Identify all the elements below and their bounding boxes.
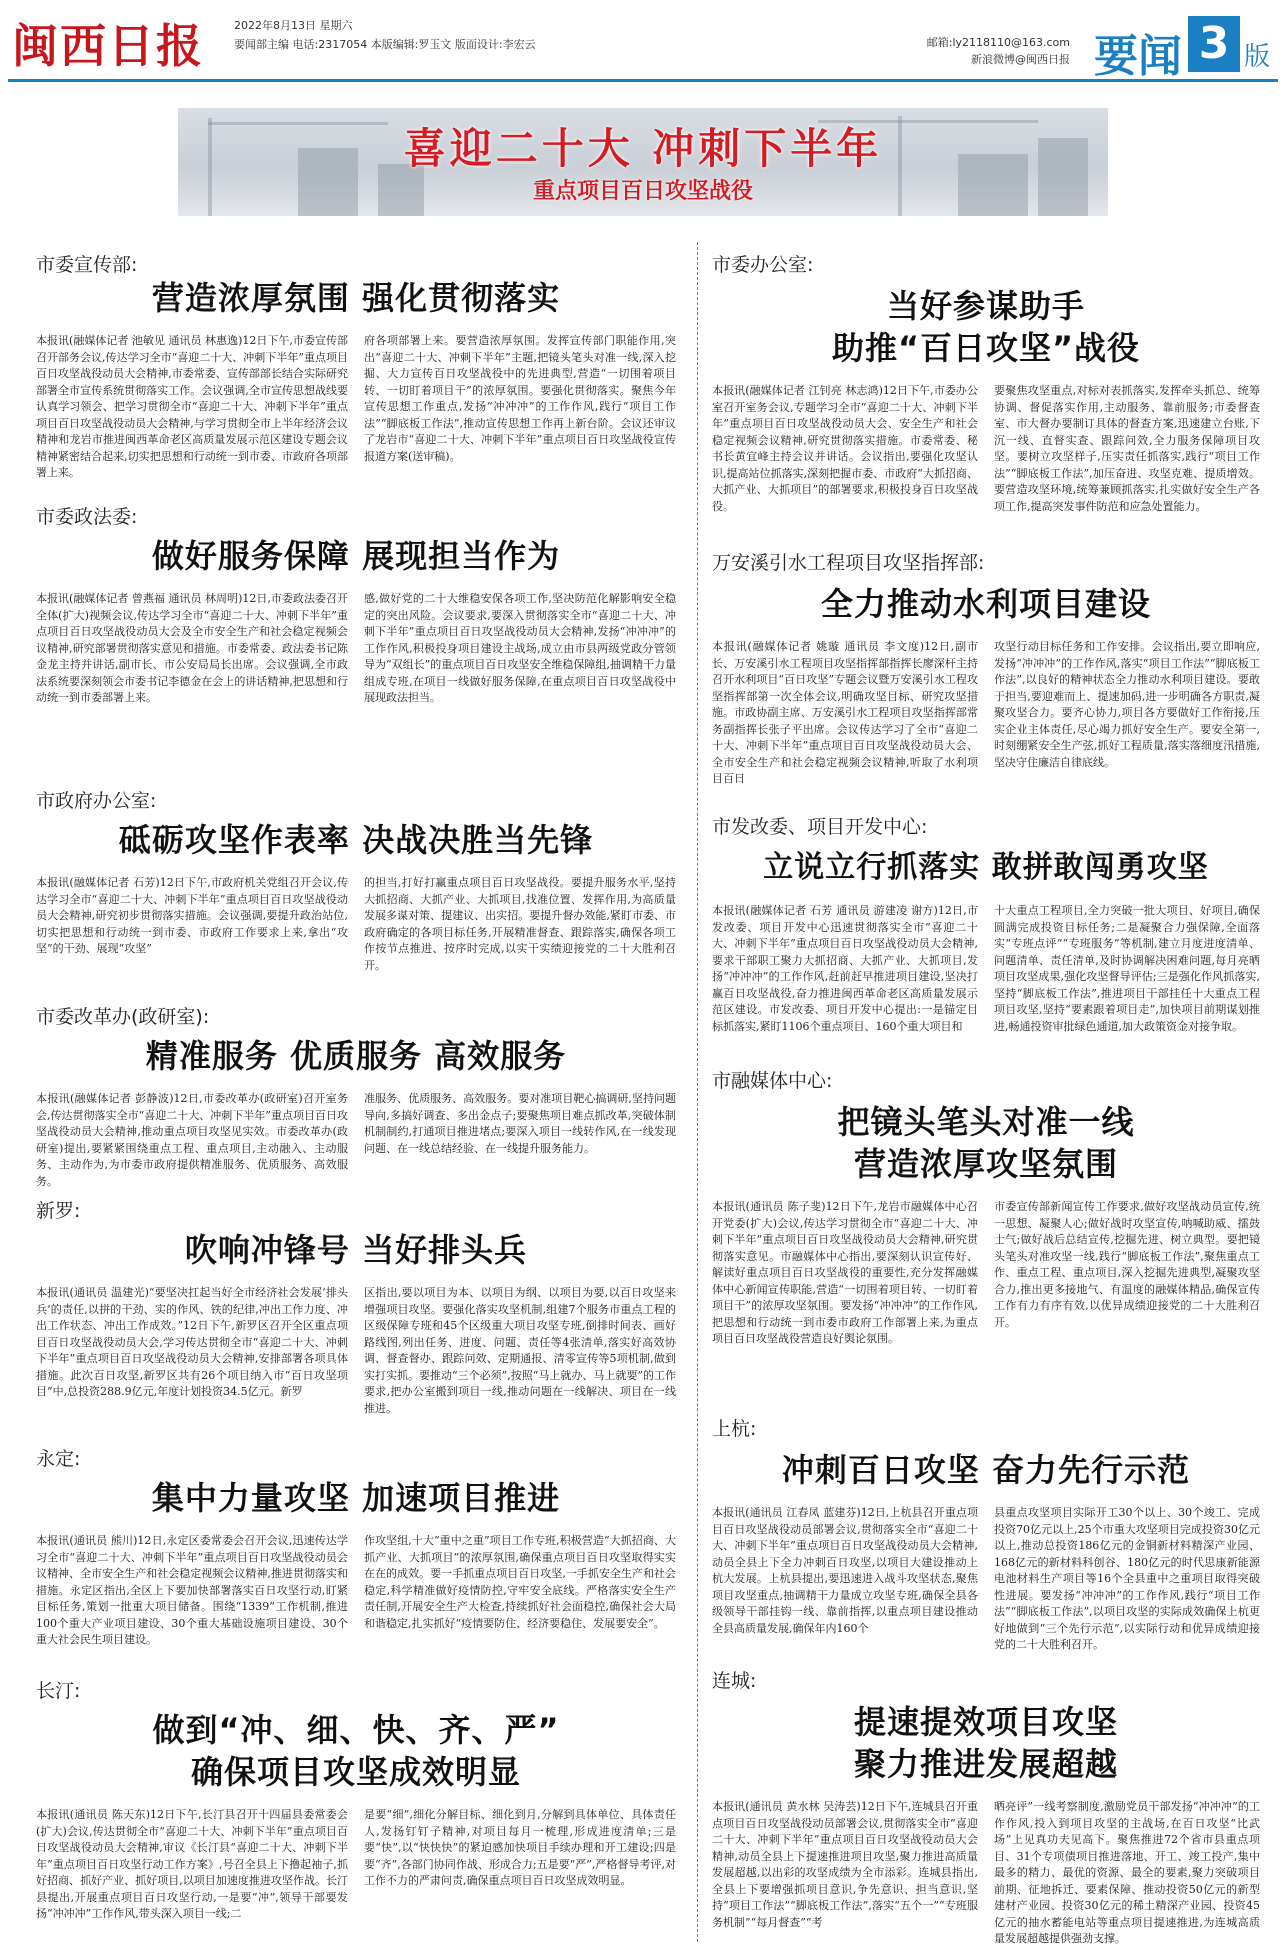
article [36, 250, 676, 479]
article-department: 上杭: [712, 1418, 757, 1440]
article-body [712, 903, 1260, 1068]
contact-weibo: 新浪微博@闽西日报 [971, 53, 1070, 66]
article-headline: 把镜头笔头对准一线 营造浓厚攻坚氛围 [837, 1103, 1135, 1183]
article [712, 250, 1260, 520]
article-headline: 集中力量攻坚 加速项目推进 [151, 1479, 561, 1517]
newspaper-logo: 闽西日报 [12, 19, 204, 73]
article-body [712, 1505, 1260, 1653]
article-department: 连城: [712, 1670, 757, 1692]
article-body-column: 本报讯(通讯员 江春凤 蓝建芬)12日,上杭县召开重点项目百日攻坚战役动员部署会议,贯彻落实全市“喜迎二十大、冲刺下半年”重点项目百日攻坚战役动员大会精神,动员全县上下全力冲刺百日攻坚,以项目大建设推动上杭大发展。上杭县提出,要迅速进入战斗攻坚状态,聚焦项目攻坚重点,抽调精干力量成立攻坚专班,确保全县各级领导干部挂钩一线、靠前指挥,以重点项目建设推动全县高质量发展,确保年内160个 [712, 1506, 978, 1635]
article-body [712, 1799, 1260, 1947]
article-body [36, 1285, 676, 1433]
banner-title: 喜迎二十大 冲刺下半年 [403, 124, 883, 173]
article [36, 502, 676, 752]
article-body-column: 区指出,要以项目为本、以项目为纲、以项目为要,以百日攻坚来增强项目攻坚。要强化落实攻坚机制,组建7个服务市重点工程的区级保障专班和45个区级重大项目攻坚专班,倒排时间表、画好路线图,列出任务、进度、问题、责任等4张清单,落实好高效协调、督查督办、跟踪问效、定期通报、清零宣传等5项机制,做到实打实抓。要推动“三个必须”,按照“马上就办、马上就要”的工作要求,把办公室搬到项目一线,推动问题在一线解决、项目在一线推进。 [364, 1286, 676, 1415]
article-body-column: 府各项部署上来。要营造浓厚氛围。发挥宣传部门职能作用,突出“喜迎二十大、冲刺下半年”主题,把镜头笔头对准一线,深入挖掘、大力宣传百日攻坚战役中的先进典型,营造“一切围着项目转、一切盯着项目干”的浓厚氛围。要强化贯彻落实。聚焦今年宣传思想工作重点,发扬“冲冲冲”的工作作风,践行“项目工作法”“脚底板工作法”,推动宣传思想工作再上新台阶。会议还审议了龙岩市“喜迎二十大、冲刺下半年”重点项目百日攻坚战役宣传报道方案(送审稿)。 [364, 334, 676, 463]
article-body-column: 十大重点工程项目,全力突破一批大项目、好项目,确保圆满完成投资目标任务;二是凝聚合力强保障,全面落实“专班点评”“专班服务”等机制,建立月度进度清单、问题清单、责任清单,及时协调解决困难问题,每月亮晒项目攻坚成果,强化攻坚督导评估;三是强化作风抓落实,坚持“脚底板工作法”,推进项目干部挂任十大重点工程项目攻坚,坚持“要素跟着项目走”,加快项目前期谋划推进,畅通投资审批绿色通道,加大政策资金对接争取。 [994, 904, 1260, 1033]
article [712, 1414, 1260, 1650]
article-body-column: 本报讯(通讯员 熊川)12日,永定区委常委会召开会议,迅速传达学习全市“喜迎二十大、冲刺下半年”重点项目百日攻坚战役动员会议精神、全市安全生产和社会稳定视频会议精神,推进贯彻落实和措施。永定区指出,全区上下要加快部署落实百日攻坚行动,盯紧目标任务,策划一批重大项目储备。围绕“1339”工作机制,推进100个重大产业项目建设、30个重大基础设施项目建设、30个重大社会民生项目建设。 [36, 1534, 348, 1646]
article-department: 市委改革办(政研室): [36, 1006, 210, 1028]
issue-date: 2022年8月13日 星期六 [234, 19, 353, 32]
article-body-column: 作攻坚组,十大“重中之重”项目工作专班,积极营造“大抓招商、大抓产业、大抓项目”的浓厚氛围,确保重点项目百日攻坚取得实实在在的成效。要一手抓重点项目百日攻坚,一手抓安全生产和社会稳定,科学精准做好疫情防控,守牢安全底线。严格落实安全生产责任制,开展安全生产大检查,持续抓好社会面稳控,确保社会大局和谐稳定,扎实抓好“疫情要防住、经济要稳住、发展要安全”。 [364, 1534, 676, 1630]
article-body-column: 本报讯(融媒体记者 石芳)12日下午,市政府机关党组召开会议,传达学习全市“喜迎二十大、冲刺下半年”重点项目百日攻坚战役动员大会精神,研究初步贯彻落实措施。会议强调,要提升政治站位,切实把思想和行动统一到市委、市政府工作要求上来,拿出“攻坚”的干劲、展现“攻坚” [36, 876, 348, 955]
article-department: 新罗: [36, 1200, 81, 1222]
article-body [36, 333, 676, 479]
article-body-column: 本报讯(融媒体记者 姚璇 通讯员 李文度)12日,副市长、万安溪引水工程项目攻坚指挥部指挥长廖深杆主持召开水利项目“百日攻坚”专题会议暨万安溪引水工程攻坚指挥部第一次全体会议,明确攻坚目标、研究攻坚措施。市政协副主席、万安溪引水工程项目攻坚指挥部常务副指挥长张子平出席。会议传达学习了全市“喜迎二十大、冲刺下半年”重点项目百日攻坚战役动员大会、全市安全生产和社会稳定视频会议精神,听取了水利项目百日 [712, 640, 978, 785]
article [36, 1444, 676, 1654]
article-headline: 全力推动水利项目建设 [820, 585, 1151, 623]
article [36, 1676, 676, 1946]
article-body-column: 的担当,打好打赢重点项目百日攻坚战役。要提升服务水平,坚持大抓招商、大抓产业、大抓项目,找准位置、发挥作用,为高质量发展多谋对策、提建议、出实招。要提升督办效能,紧盯市委、市政府确定的各项目标任务,开展精准督查、跟踪落实,确保各项工作按节点推进、按序时完成,以实干实绩迎接党的二十大胜利召开。 [364, 876, 676, 972]
article-department: 市委政法委: [36, 506, 138, 528]
article-department: 市政府办公室: [36, 790, 157, 812]
article-body-column: 准服务、优质服务、高效服务。要对准项目靶心搞调研,坚持问题导向,多搞好调查、多出金点子;要聚焦项目难点抓改革,突破体制机制制约,打通项目推进堵点;要深入项目一线转作风,在一线发现问题、在一线总结经验、在一线提升服务能力。 [364, 1092, 676, 1155]
article-headline: 吹响冲锋号 当好排头兵 [184, 1231, 528, 1269]
article-department: 万安溪引水工程项目攻坚指挥部: [712, 552, 985, 574]
article-body-column: 要聚焦攻坚重点,对标对表抓落实,发挥牵头抓总、统筹协调、督促落实作用,主动服务、靠前服务;市委督查室、市大督办要制订具体的督查方案,迅速建立台账,下沉一线、直督实查、跟踪问效,全力服务保障项目攻坚。要树立攻坚样子,压实责任抓落实,践行“项目工作法”“脚底板工作法”,加压奋进、攻坚克难、提质增效。要营造攻坚环境,统筹兼顾抓落实,扎实做好安全生产各项工作,提高突发事件防范和应急处置能力。 [994, 384, 1260, 513]
article-body-column: 本报讯(融媒体记者 石芳 通讯员 游建凌 谢方)12日,市发改委、项目开发中心迅速贯彻落实全市“喜迎二十大、冲刺下半年”重点项目百日攻坚战役动员大会精神,要求干部职工聚力大抓招商、大抓产业、大抓项目,发扬“冲冲冲”的工作作风,赶前赶早推进项目建设,坚决打赢百日攻坚战役,奋力推进闽西革命老区高质量发展示范区建设。市发改委、项目开发中心提出:一是锚定目标抓落实,紧盯1106个重点项目、160个重大项目和 [712, 904, 978, 1033]
feature-banner [178, 108, 1108, 216]
article [712, 1066, 1260, 1406]
article-body-column: 县重点攻坚项目实际开工30个以上、30个竣工、完成投资70亿元以上,25个市重大攻坚项目完成投资30亿元以上,推动总投资186亿元的金铜新材料精深产业园、168亿元的新材料科创谷、180亿元的时代思康新能源电池材料生产项目等16个全县重中之重项目取得突破性进展。要发扬“冲冲冲”的工作作风,践行“项目工作法”“脚底板工作法”,以项目攻坚的实际成效确保上杭更好地做到“三个先行示范”,以实际行动和优异成绩迎接党的二十大胜利召开。 [994, 1506, 1260, 1651]
article [36, 1196, 676, 1426]
contact-email: 邮箱:ly2118110@163.com [926, 36, 1070, 49]
article-headline: 营造浓厚氛围 强化贯彻落实 [151, 279, 561, 317]
article-headline: 精准服务 优质服务 高效服务 [145, 1037, 567, 1075]
article-department: 市委宣传部: [36, 254, 138, 276]
article [36, 1002, 676, 1188]
article-headline: 提速提效项目攻坚 聚力推进发展超越 [853, 1703, 1118, 1783]
article-body [712, 639, 1260, 804]
editorial-credits: 要闻部主编 电话:2317054 本版编辑:罗玉文 版面设计:李宏云 [234, 38, 536, 51]
article-body-column: 本报讯(通讯员 黄水林 吴涛芸)12日下午,连城县召开重点项目百日攻坚战役动员部署会议,贯彻落实全市“喜迎二十大、冲刺下半年”重点项目百日攻坚战役动员大会精神,动员全县上下提速推进项目攻坚,聚力推进高质量发展超越,以出彩的攻坚成绩为全市添彩。连城县指出,全县上下要增强抓项目意识,争先意识、担当意识,坚持“项目工作法”“脚底板工作法”,落实“五个一”“专班服务机制”“每月督查”“考 [712, 1800, 978, 1929]
article-body-column: 本报讯(融媒体记者 彭静波)12日,市委改革办(政研室)召开室务会,传达贯彻落实全市“喜迎二十大、冲刺下半年”重点项目百日攻坚战役动员大会精神,推动重点项目攻坚见实效。市委改革办(政研室)提出,要紧紧围绕重点工程、重点项目,主动融入、主动服务、主动作为,为市委市政府提供精准服务、优质服务、高效服务。 [36, 1092, 348, 1188]
article-body-column: 晒亮评”一线考察制度,激励党员干部发扬“冲冲冲”的工作作风,投入到项目攻坚的主战场,在百日攻坚“比武场”上见真功夫见高下。聚焦推进72个省市县重点项目、31个专项债项目推进落地、开工、竣工投产,集中最多的精力、最优的资源、最全的要素,聚力突破项目前期、征地拆迁、要素保障、推动投资50亿元的新型建材产业园、投资30亿元的稀土精深产业园、投资45亿元的抽水蓄能电站等重点项目提速推进,为连城高质量发展超越提供强劲支撑。 [994, 1800, 1260, 1945]
article-body [36, 1807, 676, 1939]
article-body-column: 攻坚行动目标任务和工作安排。会议指出,要立即响应,发扬“冲冲冲”的工作作风,落实“项目工作法”“脚底板工作法”,以良好的精神状态全力推动水利项目建设。要敢于担当,要迎难而上、提速加码,进一步明确各方职责,凝聚攻坚合力。要齐心协力,项目各方要做好工作衔接,压实企业主体责任,尽心竭力抓好安全生产。要安全第一,时刻绷紧安全生产弦,抓好工程质量,落实落细度汛措施,坚决守住廉洁自律底线。 [994, 640, 1260, 769]
article-body [36, 1533, 676, 1665]
article-body-column: 本报讯(融媒体记者 曾燕福 通讯员 林周明)12日,市委政法委召开全体(扩大)视频会议,传达学习全市“喜迎二十大、冲刺下半年”重点项目百日攻坚战役动员大会及全市安全生产和社会稳定视频会议精神,研究部署贯彻落实意见和措施。市委常委、政法委书记陈金龙主持并讲话,副市长、市公安局局长出席。会议强调,全市政法系统要深刻领会市委书记李德金在会上的讲话精神,把思想和行动统一到市委部署上来。 [36, 592, 348, 704]
column-divider [697, 242, 698, 1942]
article-body-column: 感,做好党的二十大维稳安保各项工作,坚决防范化解影响安全稳定的突出风险。会议要求,要深入贯彻落实全市“喜迎二十大、冲刺下半年”重点项目百日攻坚战役动员大会精神,发扬“冲冲冲”的工作作风,积极投身项目建设主战场,成立由市县两级党政分管领导为“双组长”的重点项目百日攻坚安全维稳保障组,抽调精干力量组成专班,在项目一线做好服务保障,在重点项目百日攻坚战役中展现政法担当。 [364, 592, 676, 704]
article-body [712, 1199, 1260, 1397]
page-unit: 版 [1243, 42, 1270, 72]
masthead-info [234, 16, 536, 54]
article-body-column: 是要“细”,细化分解目标、细化到月,分解到具体单位、具体责任人,发扬钉钉子精神,对项目每月一梳理,形成进度清单;三是要“快”,以“快快快”的紧迫感加快项目手续办理和开工建设;四是要“齐”,各部门协同作战、形成合力;五是要“严”,严格督导考评,对工作不力的严肃问责,确保重点项目百日攻坚成效明显。 [364, 1808, 676, 1887]
article-department: 市发改委、项目开发中心: [712, 816, 928, 838]
article-body [36, 875, 676, 974]
article-headline: 砥砺攻坚作表率 决战决胜当先锋 [118, 821, 594, 859]
article-body-column: 本报讯(通讯员 温建光)“要坚决扛起当好全市经济社会发展‘排头兵’的责任,以拼的干劲、实的作风、铁的纪律,冲出工作力度、冲出工作状态、冲出工作成效。”12日下午,新罗区召开全区重点项目百日攻坚战役动员大会,学习传达贯彻全市“喜迎二十大、冲刺下半年”重点项目百日攻坚战役动员大会精神,安排部署各项具体措施。此次百日攻坚,新罗区共有26个项目纳入市“百日攻坚项目”中,总投资288.9亿元,年度计划投资34.5亿元。新罗 [36, 1286, 348, 1398]
article [712, 812, 1260, 1062]
article-department: 市委办公室: [712, 254, 814, 276]
masthead [8, 6, 1278, 82]
article-body-column: 本报讯(通讯员 陈子斐)12日下午,龙岩市融媒体中心召开党委(扩大)会议,传达学习贯彻全市“喜迎二十大、冲刺下半年”重点项目百日攻坚战役动员大会精神,研究贯彻落实意见。市融媒体中心指出,要深刻认识宣传好、解读好重点项目百日攻坚战役的重要性,充分发挥融媒体中心新闻宣传职能,营造“一切围着项目转、一切盯着项目干”的浓厚攻坚氛围。要发扬“冲冲冲”的工作作风,把思想和行动统一到市委市政府工作部署上来,为重点项目百日攻坚战役营造良好舆论氛围。 [712, 1200, 978, 1345]
article-body-column: 市委宣传部新闻宣传工作要求,做好攻坚战动员宣传,统一思想、凝聚人心;做好战时攻坚宣传,呐喊助威、擂鼓士气;做好战后总结宣传,挖掘先进、树立典型。要把镜头笔头对准攻坚一线,践行“脚底板工作法”,聚焦重点工作、重点工程、重点项目,深入挖掘先进典型,凝聚攻坚合力,推出更多接地气、有温度的融媒体精品,确保宣传工作有力有序有效,以优异成绩迎接党的二十大胜利召开。 [994, 1200, 1260, 1329]
article-headline: 做到“冲、细、快、齐、严” 确保项目攻坚成效明显 [152, 1711, 560, 1791]
page-number: 3 [1188, 16, 1240, 72]
banner-subtitle: 重点项目百日攻坚战役 [532, 179, 753, 204]
article-body [36, 591, 676, 756]
article-department: 市融媒体中心: [712, 1070, 833, 1092]
article-headline: 做好服务保障 展现担当作为 [151, 537, 561, 575]
article-body-column: 本报讯(通讯员 陈天东)12日下午,长汀县召开十四届县委常委会(扩大)会议,传达贯彻全市“喜迎二十大、冲刺下半年”重点项目百日攻坚战役动员大会精神,审议《长汀县“喜迎二十大、冲刺下半年”重点项目百日攻坚行动工作方案》,号召全县上下撸起袖子,抓好招商、抓好产业、抓好项目,以项目加速度推进攻坚作战。长汀县提出,开展重点项目百日攻坚行动,一是要“冲”,领导干部要发扬“冲冲冲”工作作风,带头深入项目一线;二 [36, 1808, 348, 1920]
article-body-column: 本报讯(融媒体记者 池敏见 通讯员 林惠逸)12日下午,市委宣传部召开部务会议,传达学习全市“喜迎二十大、冲刺下半年”重点项目百日攻坚战役动员大会精神,市委常委、宣传部部长结合实际研究部署全市宣传系统贯彻落实工作。会议强调,全市宣传思想战线要认真学习领会、把学习贯彻全市“喜迎二十大、冲刺下半年”重点项目百日攻坚战役动员大会精神,与学习贯彻全市上半年经济会议精神和龙岩市推进闽西革命老区高质量发展示范区建设专题会议精神紧密结合起来,切实把思想和行动统一到市委、市政府各项部署上来。 [36, 334, 348, 479]
article-headline: 立说立行抓落实 敢拼敢闯勇攻坚 [763, 850, 1209, 885]
article-department: 长汀: [36, 1680, 81, 1702]
section-name: 要闻 [1094, 31, 1182, 82]
article-body-column: 本报讯(融媒体记者 江钊亮 林志鸿)12日下午,市委办公室召开室务会议,专题学习全市“喜迎二十大、冲刺下半年”重点项目百日攻坚战役动员大会、安全生产和社会稳定视频会议精神,研究贯彻落实措施。市委常委、秘书长黄宜峰主持会议并讲话。会议指出,要强化攻坚认识,提高站位抓落实,深刻把握市委、市政府“大抓招商、大抓产业、大抓项目”的部署要求,积极投身百日攻坚战役。 [712, 384, 978, 513]
masthead-contact [927, 34, 1070, 68]
article-body [36, 1091, 676, 1188]
article [36, 786, 676, 986]
article-headline: 冲刺百日攻坚 奋力先行示范 [781, 1451, 1191, 1489]
article-body [712, 383, 1260, 531]
article [712, 548, 1260, 808]
article-department: 永定: [36, 1448, 81, 1470]
article-headline: 当好参谋助手 助推“百日攻坚”战役 [831, 287, 1141, 367]
article [712, 1666, 1260, 1946]
